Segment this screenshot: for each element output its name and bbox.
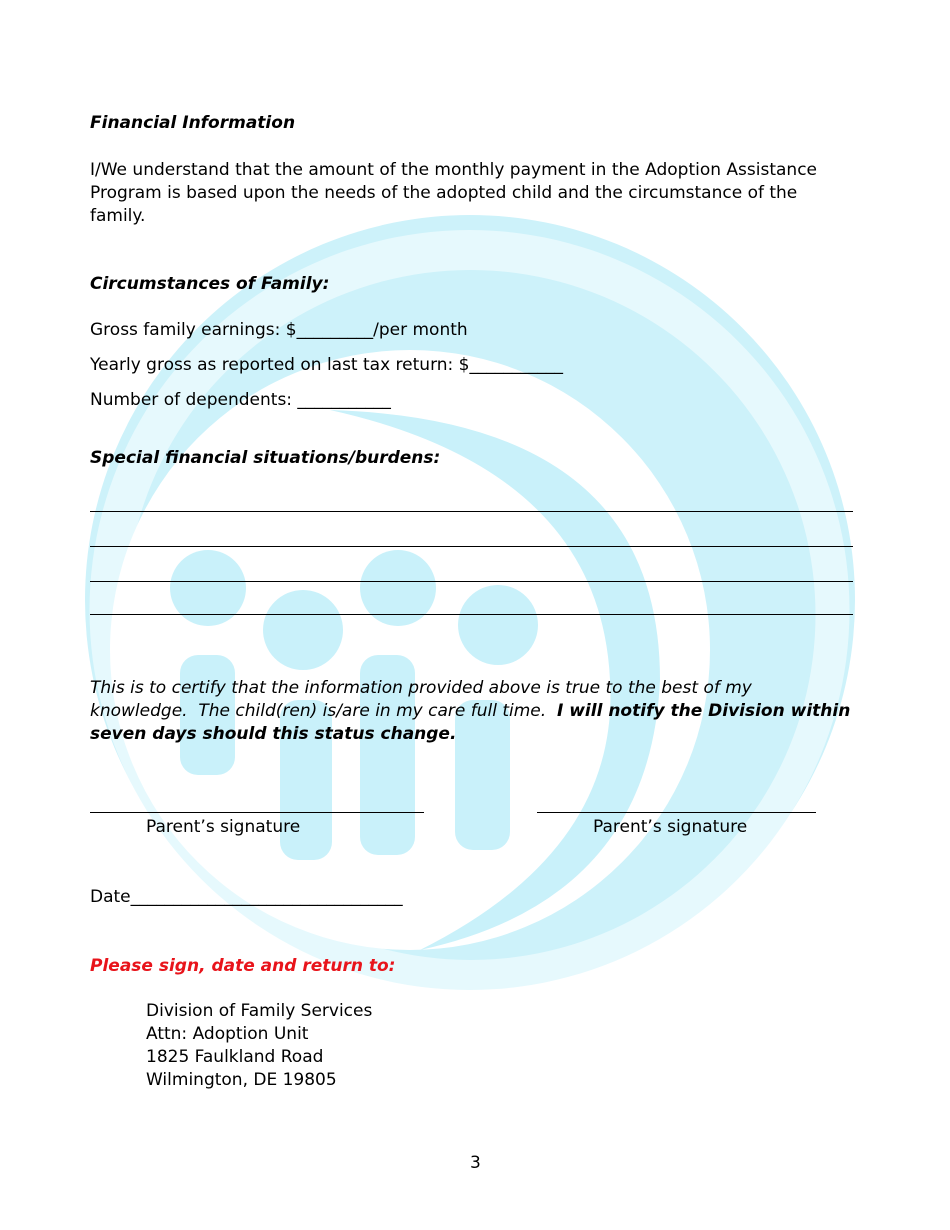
parent-signature-label-left: Parent’s signature: [146, 817, 301, 837]
address-line-3: 1825 Faulkland Road: [146, 1047, 324, 1067]
certification-line-1: This is to certify that the information provided above is true to the best of my: [90, 678, 752, 698]
parent-signature-line-right[interactable]: [537, 812, 816, 813]
intro-line-1: I/We understand that the amount of the monthly payment in the Adoption Assistance: [90, 160, 817, 180]
address-line-2: Attn: Adoption Unit: [146, 1024, 309, 1044]
address-line-1: Division of Family Services: [146, 1001, 373, 1021]
special-situations-line-3[interactable]: [90, 581, 853, 582]
date-field[interactable]: Date________________________________: [90, 887, 403, 907]
intro-line-2: Program is based upon the needs of the adopted child and the circumstance of the: [90, 183, 798, 203]
parent-signature-label-right: Parent’s signature: [593, 817, 748, 837]
special-situations-line-4[interactable]: [90, 614, 853, 615]
gross-earnings-field[interactable]: Gross family earnings: $_________/per month: [90, 320, 468, 340]
page-number: 3: [470, 1153, 481, 1173]
heading-circumstances: Circumstances of Family:: [90, 274, 330, 294]
dependents-field[interactable]: Number of dependents: ___________: [90, 390, 391, 410]
special-situations-line-2[interactable]: [90, 546, 853, 547]
parent-signature-line-left[interactable]: [90, 812, 424, 813]
certification-line-2-italic: knowledge. The child(ren) is/are in my care full time.: [90, 701, 557, 721]
address-line-4: Wilmington, DE 19805: [146, 1070, 337, 1090]
certification-line-2: [90, 700, 850, 723]
yearly-gross-field[interactable]: Yearly gross as reported on last tax return: $___________: [90, 355, 563, 375]
intro-line-3: family.: [90, 206, 146, 226]
certification-line-3: seven days should this status change.: [90, 724, 457, 744]
special-situations-line-1[interactable]: [90, 511, 853, 512]
return-heading: Please sign, date and return to:: [90, 956, 396, 976]
certification-line-2-bold: I will notify the Division within: [556, 701, 851, 721]
heading-financial-information: Financial Information: [90, 113, 296, 133]
heading-special-situations: Special financial situations/burdens:: [90, 448, 441, 468]
